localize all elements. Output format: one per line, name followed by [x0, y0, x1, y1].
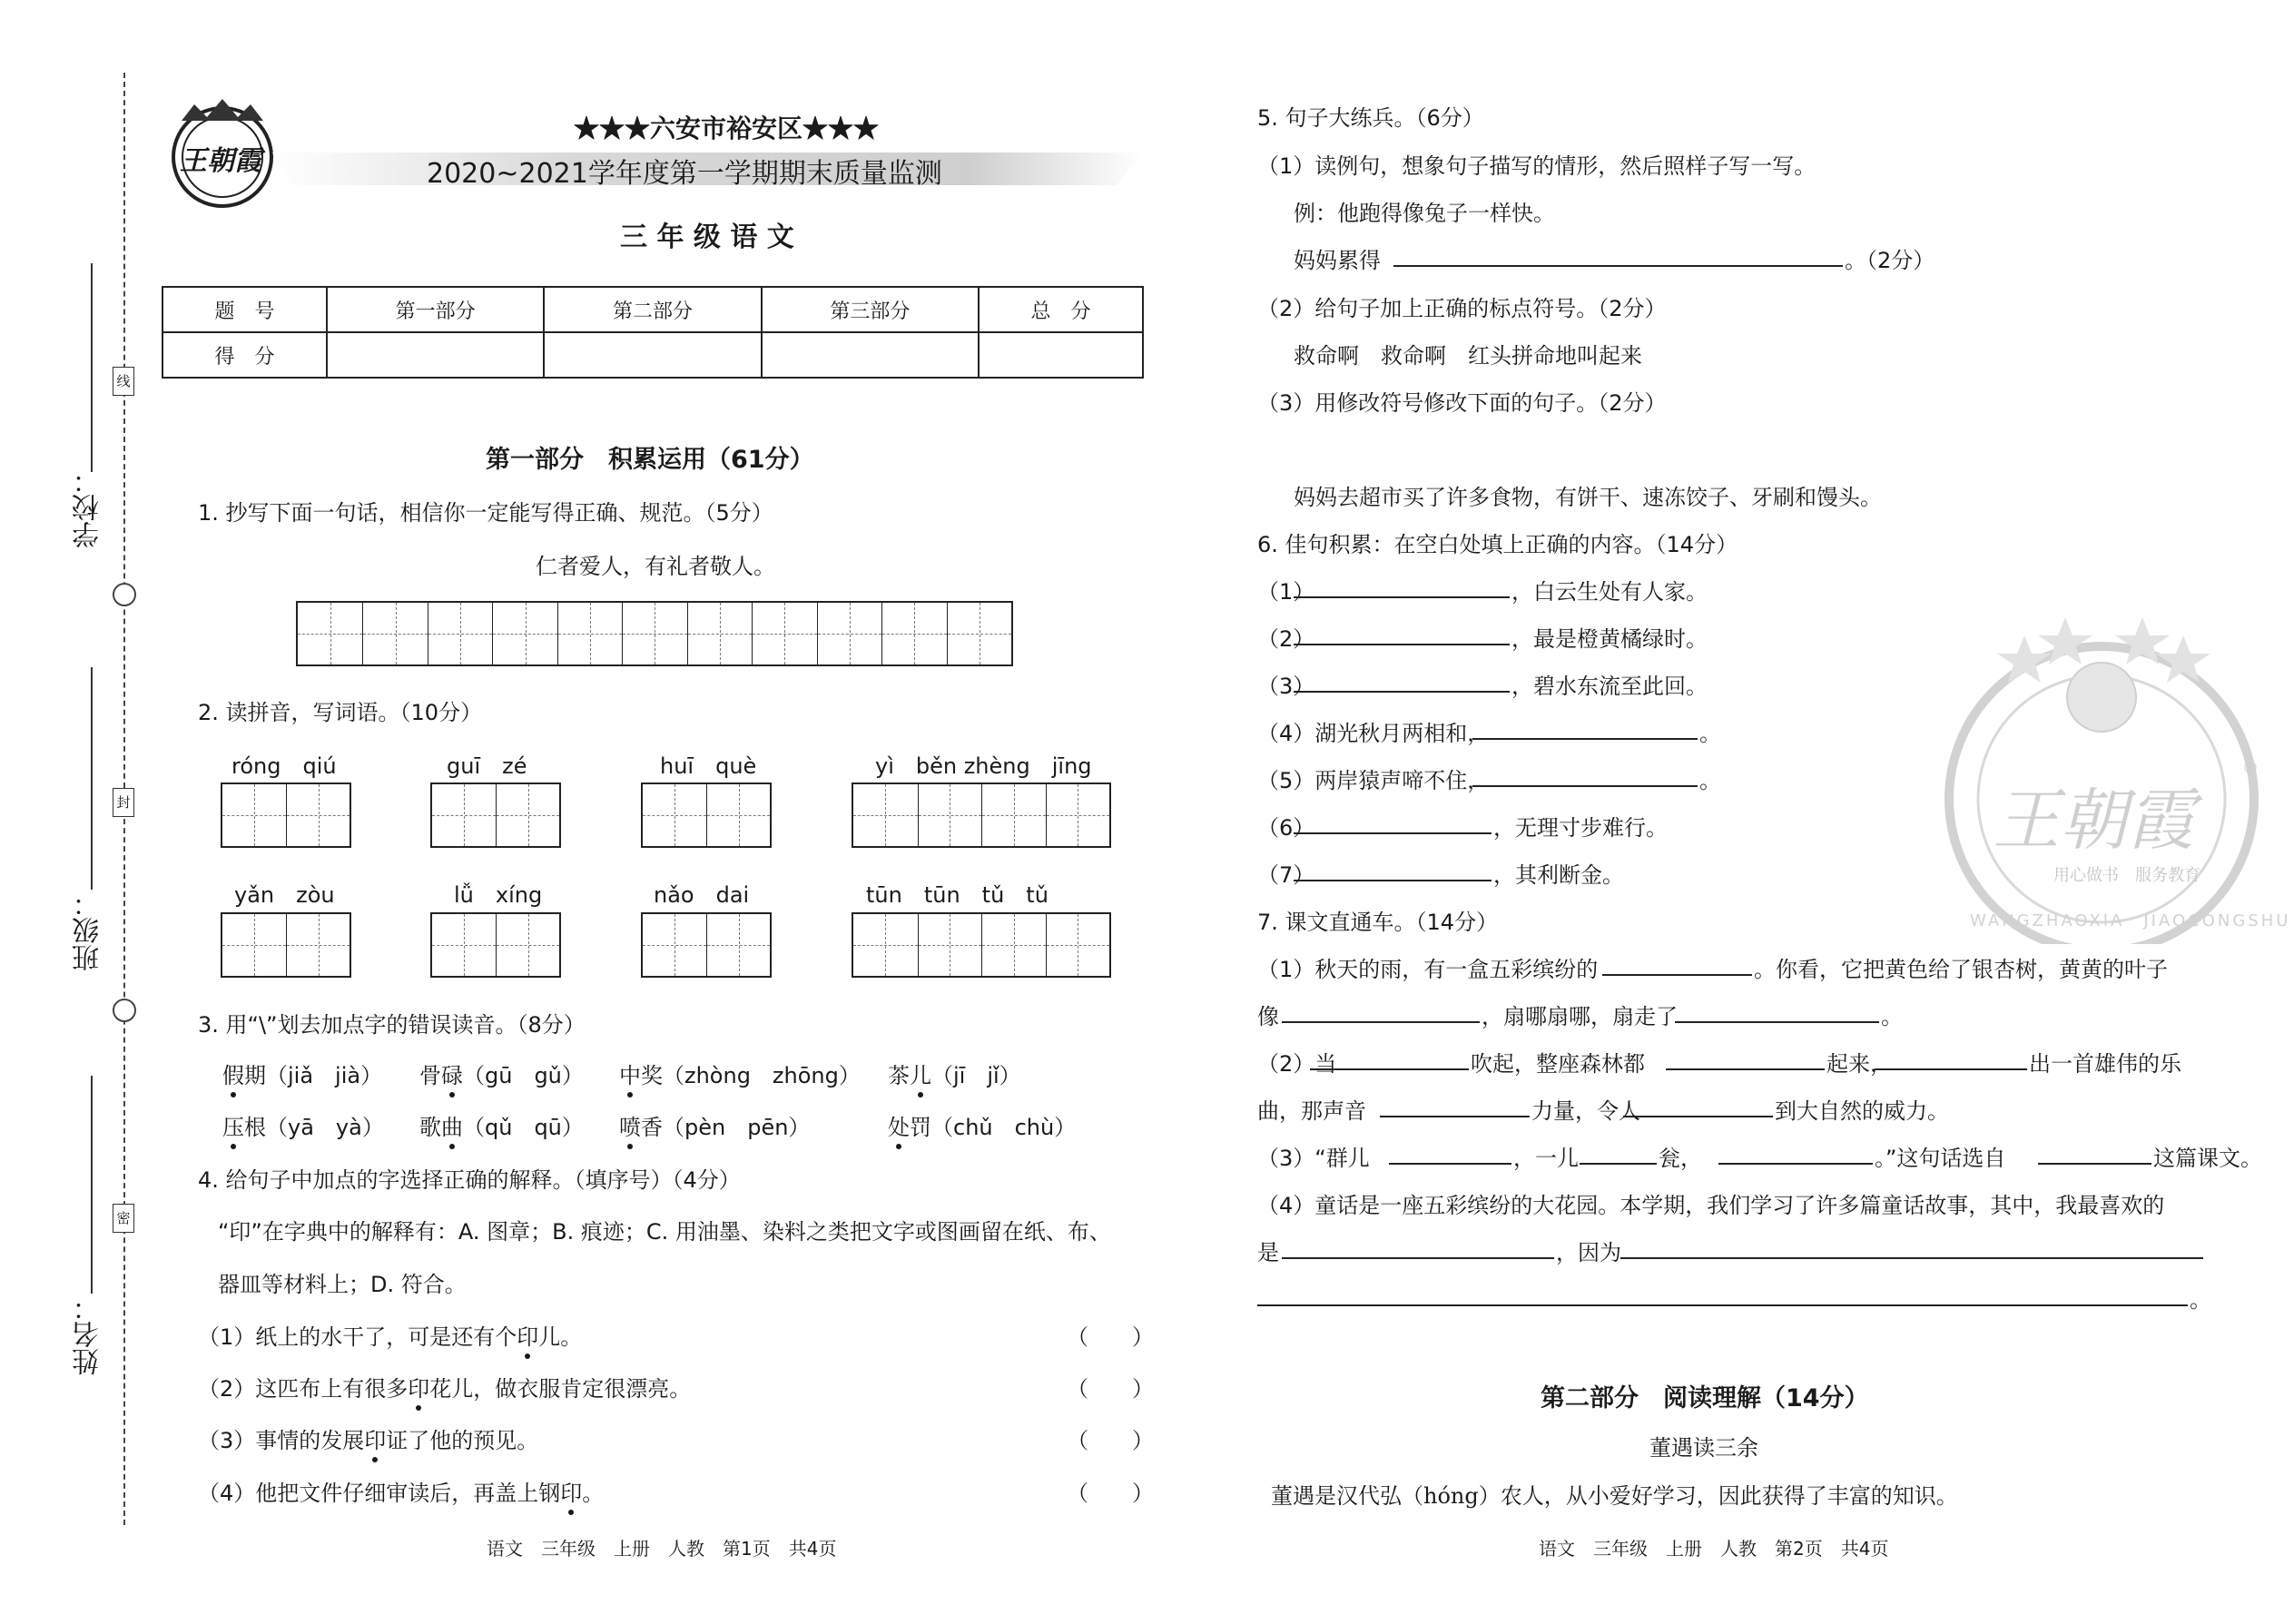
q7-line1-a: （1）秋天的雨，有一盒五彩缤纷的 [1257, 957, 1599, 982]
q7-line3-c: 起来， [1826, 1051, 1892, 1077]
q3-item-8-dotted-char: 处 [888, 1109, 910, 1141]
q7-line2-c: 。 [1881, 1004, 1903, 1029]
grid-cell[interactable] [817, 603, 881, 664]
q3-item-5-reading[interactable]: （yā yà） [266, 1115, 384, 1140]
q2-pinyin-3: huī què [660, 753, 757, 779]
q1-writing-grid[interactable] [296, 601, 1013, 666]
q3-item-5-dotted-char: 压 [222, 1109, 244, 1141]
grid-cell[interactable] [622, 603, 686, 664]
grid-cell[interactable] [286, 784, 350, 846]
q2-pinyin-1: róng qiú [231, 753, 337, 779]
grid-cell[interactable] [1046, 784, 1110, 846]
q7-blank-2[interactable] [1282, 1021, 1480, 1023]
grid-cell[interactable] [362, 603, 427, 664]
q6-item-5-pre: （5）两岸猿声啼不住， [1257, 768, 1490, 793]
q2-prompt: 2. 读拼音，写词语。（10分） [198, 700, 483, 725]
seal-mark-secret: 密 [113, 1204, 134, 1233]
q6-item-4-blank[interactable] [1472, 738, 1698, 740]
q1-prompt: 1. 抄写下面一句话，相信你一定能写得正确、规范。（5分） [198, 500, 773, 526]
grid-cell[interactable] [918, 784, 982, 846]
grid-cell[interactable] [706, 914, 770, 976]
grid-cell[interactable] [643, 914, 706, 976]
q6-item-6-pre: （6） [1257, 815, 1315, 841]
q3-prompt: 3. 用“\”划去加点字的错误读音。（8分） [198, 1012, 586, 1038]
q6-item-2-blank[interactable] [1294, 644, 1510, 645]
q3-item-6: 歌曲（qǔ qū） [419, 1109, 584, 1141]
q7-line1-b: 。你看，它把黄色给了银杏树，黄黄的叶子 [1754, 957, 2168, 982]
q7-line8-end: 。 [2190, 1287, 2211, 1313]
watermark-name: 王朝霞 [1993, 782, 2194, 860]
q7-line7-b: ，因为 [1556, 1240, 1621, 1265]
grid-cell[interactable] [222, 784, 286, 846]
q7-line6: （4）童话是一座五彩缤纷的大花园。本学期，我们学习了许多篇童话故事，其中，我最喜欢的 [1257, 1193, 2165, 1218]
q7-blank-15[interactable] [1257, 1304, 2188, 1306]
q5-sub3: （3）用修改符号修改下面的句子。（2分） [1257, 390, 1667, 416]
score-header-number: 题 号 [162, 287, 327, 332]
grid-cell[interactable] [853, 914, 918, 976]
q4-item-1-dotted-char: 印 [517, 1319, 538, 1351]
q4-prompt: 4. 给句子中加点的字选择正确的解释。（填序号）（4分） [198, 1167, 741, 1193]
q5-fill-blank[interactable] [1393, 265, 1843, 267]
q6-prompt: 6. 佳句积累：在空白处填上正确的内容。（14分） [1257, 532, 1738, 557]
q7-blank-4[interactable] [1310, 1068, 1469, 1070]
grid-cell[interactable] [222, 914, 286, 976]
watermark-registered-mark: ® [2242, 759, 2259, 778]
q3-item-7-reading[interactable]: （pèn pēn） [663, 1115, 811, 1140]
q3-item-1: 假期（jiǎ jià） [222, 1058, 382, 1089]
q2-pinyin-8: tūn tūn tǔ tǔ [866, 882, 1049, 908]
score-header-total: 总 分 [979, 287, 1143, 332]
q6-item-6-blank[interactable] [1294, 832, 1492, 834]
q7-blank-12[interactable] [2038, 1163, 2151, 1165]
q5-prompt: 5. 句子大练兵。（6分） [1257, 105, 1484, 131]
name-label: 姓名： [73, 1294, 104, 1375]
q3-item-5: 压根（yā yà） [222, 1109, 384, 1141]
q7-line4-a: 曲，那声音 [1257, 1098, 1366, 1124]
q6-item-4-pre: （4）湖光秋月两相和， [1257, 721, 1490, 746]
watermark-slogan: 用心做书 服务教育 [2053, 866, 2200, 885]
grid-cell[interactable] [492, 603, 556, 664]
part1-title: 第一部分 积累运用（61分） [486, 446, 814, 474]
grid-cell[interactable] [706, 784, 770, 846]
q3-item-4-dotted-char: 儿 [910, 1058, 931, 1089]
q7-blank-9[interactable] [1389, 1163, 1511, 1165]
grid-cell[interactable] [853, 784, 918, 846]
q2-pinyin-5: yǎn zòu [234, 882, 335, 908]
q6-item-2-pre: （2） [1257, 626, 1315, 652]
q2-grid-1[interactable] [221, 782, 351, 848]
class-label: 班级： [73, 890, 104, 971]
q2-pinyin-7: nǎo dai [654, 882, 750, 908]
punch-hole [113, 999, 136, 1022]
q7-blank-6[interactable] [1875, 1068, 2027, 1070]
grid-cell[interactable] [1046, 914, 1110, 976]
grid-cell[interactable] [643, 784, 706, 846]
q7-prompt: 7. 课文直通车。（14分） [1257, 910, 1499, 935]
q7-blank-8[interactable] [1623, 1116, 1773, 1117]
q7-line5-e: 这篇课文。 [2153, 1146, 2262, 1171]
reading-title: 董遇读三余 [1649, 1435, 1758, 1461]
q7-line5-d: 。”这句话选自 [1875, 1146, 2006, 1171]
q7-blank-13[interactable] [1282, 1257, 1554, 1259]
grid-cell[interactable] [286, 914, 350, 976]
score-header-part2: 第二部分 [544, 287, 761, 332]
q7-blank-10[interactable] [1580, 1163, 1657, 1165]
q7-blank-5[interactable] [1666, 1068, 1825, 1070]
footer-right: 语文 三年级 上册 人教 第2页 共4页 [1539, 1538, 1889, 1560]
q6-item-7-blank[interactable] [1294, 880, 1492, 881]
q7-blank-14[interactable] [1620, 1257, 2203, 1259]
q3-item-4-reading[interactable]: （jī jǐ） [931, 1063, 1021, 1088]
q6-item-3-blank[interactable] [1294, 691, 1510, 693]
q6-item-7-pre: （7） [1257, 862, 1315, 888]
q2-pinyin-4: yì běn zhèng jīng [875, 753, 1092, 779]
q7-blank-3[interactable] [1675, 1021, 1879, 1023]
q4-definitions-line2: 器皿等材料上；D. 符合。 [218, 1272, 467, 1297]
score-header-part1: 第一部分 [327, 287, 544, 332]
grid-cell[interactable] [981, 784, 1046, 846]
q7-line3-a: （2）当 [1257, 1051, 1337, 1077]
q4-answer-bracket-2[interactable]: （ ） [1067, 1376, 1154, 1402]
grid-cell[interactable] [918, 914, 982, 976]
footer-left: 语文 三年级 上册 人教 第1页 共4页 [487, 1538, 837, 1560]
q7-line2-a: 像 [1257, 1004, 1279, 1029]
grid-cell[interactable] [298, 603, 362, 664]
grid-cell[interactable] [981, 914, 1046, 976]
q6-item-7-post: ，其利断金。 [1493, 862, 1624, 888]
q6-item-6-post: ，无理寸步难行。 [1493, 815, 1668, 841]
q4-item-2-dotted-char: 印 [408, 1371, 429, 1403]
score-row-label: 得 分 [162, 332, 327, 378]
q5-sub1: （1）读例句，想象句子描写的情形，然后照样子写一写。 [1257, 153, 1816, 179]
q2-grid-5[interactable] [221, 912, 351, 978]
grid-cell[interactable] [432, 914, 496, 976]
q5-fill-end: 。（2分） [1845, 248, 1935, 273]
q1-sentence: 仁者爱人，有礼者敬人。 [536, 554, 775, 579]
q4-item-4-dotted-char: 印 [560, 1475, 582, 1507]
grid-cell[interactable] [428, 603, 492, 664]
q7-line5-a: （3）“群儿 [1257, 1146, 1370, 1171]
grid-cell[interactable] [752, 603, 816, 664]
q4-definitions-line1: “印”在字典中的解释有：A. 图章；B. 痕迹；C. 用油墨、染料之类把文字或图画留在纸、布、 [218, 1219, 1111, 1245]
q7-blank-11[interactable] [1718, 1163, 1873, 1165]
brand-logo-text: 王朝霞 [180, 145, 261, 177]
grid-cell[interactable] [432, 784, 496, 846]
q7-line3-d: 出一首雄伟的乐 [2029, 1051, 2181, 1077]
grid-cell[interactable] [496, 784, 559, 846]
q7-line2-b: ，扇哪扇哪，扇走了 [1482, 1004, 1678, 1029]
reading-first-line: 董遇是汉代弘（hóng）农人，从小爱好学习，因此获得了丰富的知识。 [1271, 1483, 1958, 1509]
grid-cell[interactable] [947, 603, 1011, 664]
q2-grid-3[interactable] [641, 782, 772, 848]
q2-grid-6[interactable] [430, 912, 561, 978]
q6-item-5-post: 。 [1699, 768, 1721, 793]
score-cell-part2[interactable] [544, 332, 761, 378]
q6-item-1-blank[interactable] [1294, 596, 1510, 598]
q7-line5-b: ，一儿 [1513, 1146, 1579, 1171]
q3-item-3: 中奖（zhòng zhōng） [619, 1058, 861, 1089]
q3-item-2-reading[interactable]: （gū gǔ） [463, 1063, 584, 1088]
q2-pinyin-2: guī zé [447, 753, 527, 779]
q4-item-4: （4）他把文件仔细审读后，再盖上钢印。 [198, 1475, 604, 1507]
grid-cell[interactable] [496, 914, 559, 976]
grid-cell[interactable] [687, 603, 752, 664]
punch-hole [113, 583, 136, 606]
score-cell-total[interactable] [979, 332, 1143, 378]
seal-mark-seal: 封 [113, 788, 134, 817]
q3-item-2-dotted-char: 碌 [441, 1058, 463, 1089]
q5-sub2: （2）给句子加上正确的标点符号。（2分） [1257, 296, 1667, 321]
q5-sub2-text[interactable]: 救命啊 救命啊 红头拼命地叫起来 [1294, 343, 1642, 369]
q7-line7-a: 是 [1257, 1240, 1279, 1265]
q2-grid-4[interactable] [852, 782, 1111, 848]
q5-sub3-text[interactable]: 妈妈去超市买了许多食物，有饼干、速冻饺子、牙刷和馒头。 [1294, 485, 1882, 510]
watermark-ring-text: WANGZHAOXIA JIAOCONGSHU [1970, 911, 2291, 930]
subject-title: 三 年 级 语 文 [620, 221, 794, 253]
q6-item-4-post: 。 [1699, 721, 1721, 746]
school-blank[interactable] [91, 263, 93, 472]
q7-line4-c: 到大自然的威力。 [1775, 1098, 1949, 1124]
q2-grid-2[interactable] [430, 782, 561, 848]
q3-item-8-reading[interactable]: （chǔ chù） [931, 1115, 1077, 1140]
q4-item-3-dotted-char: 印 [364, 1422, 386, 1454]
q5-example: 例：他跑得像兔子一样快。 [1294, 201, 1555, 226]
part2-title: 第二部分 阅读理解（14分） [1541, 1384, 1869, 1412]
score-table [162, 286, 1144, 379]
q4-answer-bracket-3[interactable]: （ ） [1067, 1428, 1154, 1453]
q4-item-3: （3）事情的发展印证了他的预见。 [198, 1422, 538, 1454]
q3-item-3-dotted-char: 中 [619, 1058, 641, 1089]
q6-item-2-post: ，最是橙黄橘绿时。 [1511, 626, 1708, 652]
q3-item-7-dotted-char: 喷 [619, 1109, 641, 1141]
q6-item-5-blank[interactable] [1472, 785, 1698, 787]
score-cell-part1[interactable] [327, 332, 544, 378]
q6-item-1-pre: （1） [1257, 579, 1315, 605]
q2-grid-8[interactable] [852, 912, 1111, 978]
q6-item-3-pre: （3） [1257, 674, 1315, 699]
q7-line5-c: 瓮， [1659, 1146, 1702, 1171]
exam-title: 2020~2021学年度第一学期期末质量监测 [427, 158, 942, 190]
q7-line4-b: 力量，令人 [1531, 1098, 1640, 1124]
seal-mark-line: 线 [113, 367, 134, 396]
q7-line3-b: 吹起，整座森林都 [1471, 1051, 1645, 1077]
q4-item-1: （1）纸上的水干了，可是还有个印儿。 [198, 1319, 582, 1351]
q7-blank-7[interactable] [1380, 1116, 1530, 1117]
q3-item-1-dotted-char: 假 [222, 1058, 244, 1089]
grid-cell[interactable] [557, 603, 622, 664]
q7-blank-1[interactable] [1602, 974, 1752, 976]
q6-item-1-post: ，白云生处有人家。 [1511, 579, 1708, 605]
q4-answer-bracket-1[interactable]: （ ） [1067, 1324, 1154, 1350]
q3-item-7: 喷香（pèn pēn） [619, 1109, 810, 1141]
q3-item-1-reading[interactable]: （jiǎ jià） [266, 1063, 383, 1088]
exam-region: ★★★六安市裕安区★★★ [574, 113, 880, 143]
q4-item-2: （2）这匹布上有很多印花儿，做衣服肯定很漂亮。 [198, 1371, 691, 1403]
school-label: 学校： [73, 467, 104, 548]
q3-item-6-dotted-char: 曲 [441, 1109, 463, 1141]
q3-item-6-reading[interactable]: （qǔ qū） [463, 1115, 584, 1140]
q3-item-3-reading[interactable]: （zhòng zhōng） [663, 1063, 861, 1088]
q2-grid-7[interactable] [641, 912, 772, 978]
q5-fill-start: 妈妈累得 [1294, 248, 1381, 273]
q3-item-4: 茶儿（jī jǐ） [888, 1058, 1021, 1089]
name-blank[interactable] [91, 1076, 93, 1294]
grid-cell[interactable] [881, 603, 946, 664]
q4-answer-bracket-4[interactable]: （ ） [1067, 1481, 1154, 1506]
score-cell-part3[interactable] [762, 332, 979, 378]
class-blank[interactable] [91, 667, 93, 890]
q3-item-2: 骨碌（gū gǔ） [419, 1058, 584, 1089]
score-header-part3: 第三部分 [762, 287, 979, 332]
q6-item-3-post: ，碧水东流至此回。 [1511, 674, 1708, 699]
q2-pinyin-6: lǚ xíng [454, 882, 543, 908]
q3-item-8: 处罚（chǔ chù） [888, 1109, 1076, 1141]
